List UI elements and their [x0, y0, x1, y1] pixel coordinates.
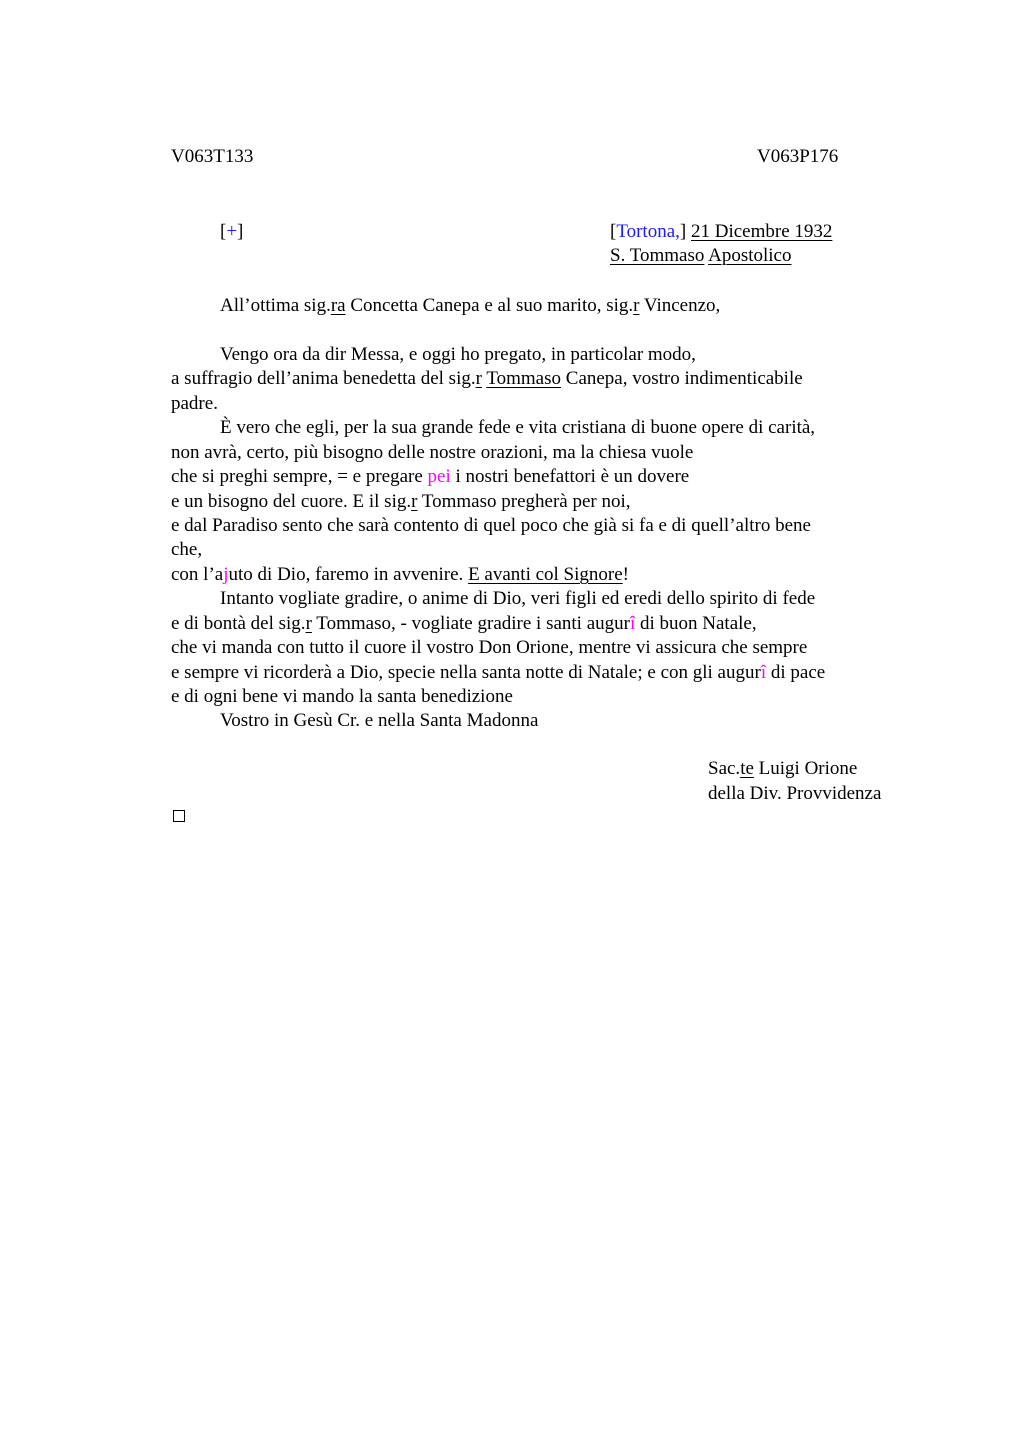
body-line-10 — [171, 563, 629, 587]
body-line-6-text-b: i nostri benefattori è un dovere — [450, 466, 690, 487]
salutation-abbr-2: r — [633, 295, 640, 316]
body-line-7 — [171, 490, 631, 514]
body-line-15: e di ogni bene vi mando la santa benedizione — [171, 686, 513, 707]
body-line-7-text-b: Tommaso pregherà per noi, — [417, 491, 631, 512]
saint-name: S. Tommaso — [610, 245, 705, 266]
letter-date: 21 Dicembre 1932 — [690, 221, 833, 242]
body-line-2-name: Tommaso — [486, 368, 562, 389]
signature-order: della Div. Provvidenza — [708, 783, 882, 804]
salutation-text-3: Vincenzo, — [639, 295, 721, 316]
body-line-12-correction: î — [629, 613, 636, 634]
body-line-10-text-b: uto di Dio, faremo in avvenire. — [228, 564, 469, 585]
place-bracket-open: [ — [610, 221, 617, 242]
body-line-2 — [171, 367, 803, 391]
salutation-abbr-1: ra — [330, 295, 346, 316]
body-line-5: non avrà, certo, più bisogno delle nostre orazioni, ma la chiesa vuole — [171, 442, 694, 463]
body-line-3: padre. — [171, 393, 218, 414]
body-line-12-abbr: r — [305, 613, 312, 634]
body-line-14 — [171, 661, 825, 685]
body-line-6 — [171, 465, 689, 489]
body-line-2-text-a: a suffragio dell’anima benedetta del sig. — [171, 368, 476, 389]
body-line-10-text-c: ! — [622, 564, 629, 585]
cross-bracket-open: [ — [220, 221, 227, 242]
saint-title: Apostolico — [708, 245, 792, 266]
body-line-12 — [171, 612, 757, 636]
body-line-11: Intanto vogliate gradire, o anime di Dio, veri figli ed eredi dello spirito di fede — [220, 588, 816, 609]
square-outline-icon — [173, 810, 185, 822]
body-line-10-motto: E avanti col Signore — [468, 564, 623, 585]
body-line-12-text-a: e di bontà del sig. — [171, 613, 306, 634]
signature-abbr: te — [740, 758, 754, 779]
body-line-9: che, — [171, 539, 203, 560]
body-line-12-text-b: Tommaso, - vogliate gradire i santi augur — [311, 613, 630, 634]
body-line-12-text-c: di buon Natale, — [635, 613, 757, 634]
signature-person: Luigi Orione — [753, 758, 858, 779]
body-line-13: che vi manda con tutto il cuore il vostro Don Orione, mentre vi assicura che sempre — [171, 637, 808, 658]
salutation — [220, 294, 720, 318]
body-line-4: È vero che egli, per la sua grande fede e vita cristiana di buone opere di carità, — [220, 417, 816, 438]
body-line-14-text-a: e sempre vi ricorderà a Dio, specie nella santa notte di Natale; e con gli augur — [171, 662, 761, 683]
body-line-14-correction: î — [760, 662, 767, 683]
body-line-10-correction: j — [223, 564, 229, 585]
signature-name — [708, 758, 857, 780]
body-line-1: Vengo ora da dir Messa, e oggi ho pregato, in particolar modo, — [220, 344, 696, 365]
cross-icon: + — [226, 221, 238, 242]
body-line-6-correction: pei — [427, 466, 451, 487]
body-line-14-text-b: di pace — [766, 662, 826, 683]
body-line-2-abbr: r — [475, 368, 482, 389]
body-line-16: Vostro in Gesù Cr. e nella Santa Madonna — [220, 710, 539, 731]
place-bracket-close: ] — [679, 221, 687, 242]
body-line-7-abbr: r — [411, 491, 418, 512]
cross-mark — [220, 221, 243, 243]
salutation-text-2: Concetta Canepa e al suo marito, sig. — [345, 295, 634, 316]
signature-sac: Sac. — [708, 758, 741, 779]
salutation-text-1: All’ottima sig. — [220, 295, 331, 316]
body-line-10-text-a: con l’a — [171, 564, 224, 585]
cross-bracket-close: ] — [237, 221, 244, 242]
feast-day — [610, 245, 791, 267]
header-left-code: V063T133 — [171, 146, 254, 167]
place-name: Tortona, — [616, 221, 680, 242]
body-line-2-text-b: Canepa, vostro indimenticabile — [561, 368, 803, 389]
place-date — [610, 221, 832, 243]
body-line-7-text-a: e un bisogno del cuore. E il sig. — [171, 491, 412, 512]
body-line-6-text-a: che si preghi sempre, = e pregare — [171, 466, 428, 487]
header-right-code: V063P176 — [757, 146, 839, 167]
body-line-8: e dal Paradiso sento che sarà contento di quel poco che già si fa e di quell’altro bene — [171, 515, 811, 536]
